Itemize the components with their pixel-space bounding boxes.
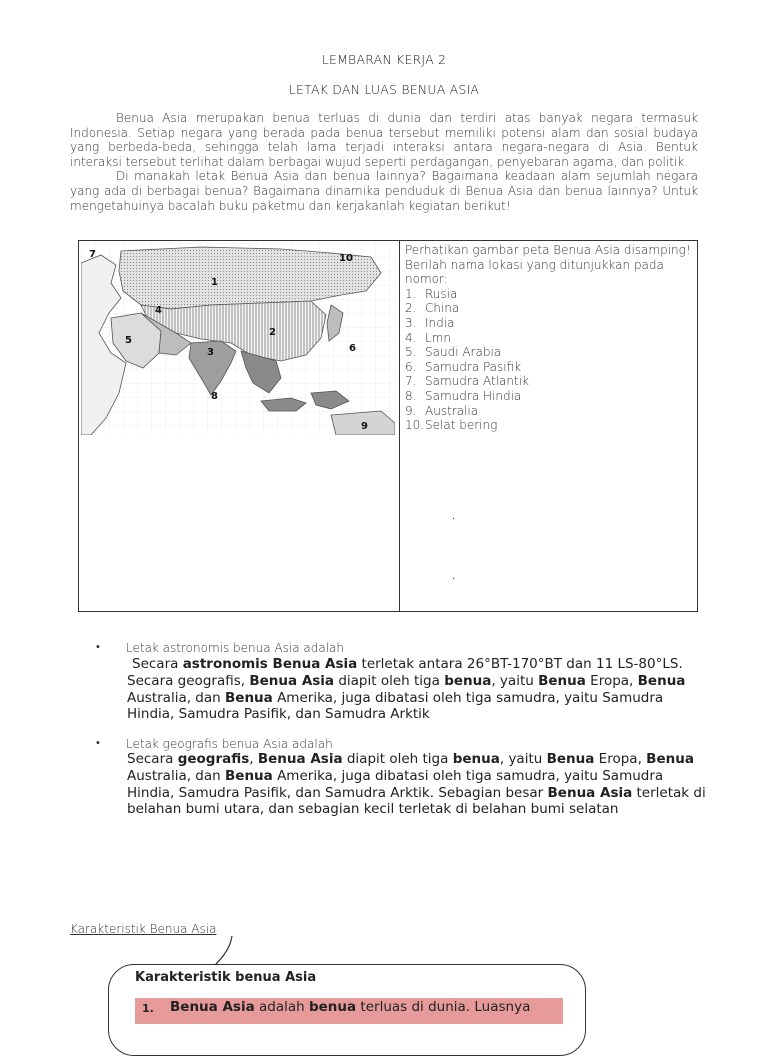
item-number: 1. <box>142 1002 154 1015</box>
answer-item: 6. Samudra Pasifik <box>405 359 522 374</box>
karakteristik-item-1 <box>135 998 563 1024</box>
answer-item: 3. India <box>405 315 455 330</box>
map-label-9: 9 <box>361 421 368 432</box>
answer-item: 10. Selat bering <box>405 418 498 433</box>
stray-dot: . <box>452 571 456 582</box>
instruction-name-locations: Berilah nama lokasi yang ditunjukkan pada nomor: <box>405 257 664 287</box>
asia-map-image <box>81 243 395 435</box>
worksheet-title: LEMBARAN KERJA 2 <box>321 52 447 67</box>
map-label-2: 2 <box>269 327 276 338</box>
asia-map <box>81 243 395 435</box>
intro-text <box>70 111 698 213</box>
item-text: Benua Asia adalah benua terluas di dunia. Luasnya <box>170 999 531 1015</box>
answer-item: 5. Saudi Arabia <box>405 345 502 360</box>
map-label-5: 5 <box>125 335 132 346</box>
bullet-icon: • <box>95 642 101 653</box>
map-label-8: 8 <box>211 391 218 402</box>
worksheet-instructions <box>405 243 693 433</box>
answer-item: 4. Lmn <box>405 330 451 345</box>
answer-item: 2. China <box>405 301 460 316</box>
map-label-1: 1 <box>211 277 218 288</box>
astronomical-label: Letak astronomis benua Asia adalah <box>126 641 344 655</box>
map-label-6: 6 <box>349 343 356 354</box>
answer-item: 7. Samudra Atlantik <box>405 374 529 389</box>
map-label-3: 3 <box>207 347 214 358</box>
map-label-10: 10 <box>339 253 353 264</box>
answer-list <box>405 287 693 433</box>
table-divider <box>399 241 400 611</box>
answer-item: 1. Rusia <box>405 286 458 301</box>
instruction-look-map: Perhatikan gambar peta Benua Asia disamping! <box>405 243 691 257</box>
map-label-7: 7 <box>89 249 96 260</box>
intro-paragraph-1: Benua Asia merupakan benua terluas di dunia dan terdiri atas banyak negara termasuk Indonesia. Setiap negara yang berada pada benua tersebut memiliki potensi alam dan sosial budaya yang berbeda-beda, sehingga telah lama terjadi interaksi antara negara-negara di Asia. Bentuk interaksi tersebut terlihat dalam berbagai wujud seperti perdagangan, penyebaran agama, dan politik. <box>70 111 698 169</box>
worksheet-subtitle: LETAK DAN LUAS BENUA ASIA <box>288 82 480 97</box>
intro-paragraph-2: Di manakah letak Benua Asia dan benua lainnya? Bagaimana keadaan alam sejumlah negara yang ada di berbagai benua? Bagaimana dinamika penduduk di Benua Asia dan benua lainnya? Untuk mengetahuinya bacalah buku paketmu dan kerjakanlah kegiatan berikut! <box>70 169 698 213</box>
karakteristik-heading: Karakteristik Benua Asia <box>70 922 217 936</box>
geographic-label: Letak geografis benua Asia adalah <box>126 737 333 751</box>
callout-title: Karakteristik benua Asia <box>135 970 317 985</box>
answer-item: 8. Samudra Hindia <box>405 388 522 403</box>
stray-dot: . <box>452 511 456 522</box>
bullet-icon: • <box>95 738 101 749</box>
geographic-paragraph: Secara geografis, Benua Asia diapit oleh tiga benua, yaitu Benua Eropa, Benua Australia, dan Benua Amerika, juga dibatasi oleh tiga samudra, yaitu Samudra Hindia, Samudra Pasifik, dan Samudra Arktik. Sebagian besar Benua Asia terletak di belahan bumi utara, dan sebagian kecil terletak di belahan bumi selatan <box>127 751 706 818</box>
map-label-4: 4 <box>155 305 162 316</box>
worksheet-table <box>78 240 698 612</box>
answer-item: 9. Australia <box>405 403 479 418</box>
astronomical-paragraph: Secara astronomis Benua Asia terletak antara 26°BT-170°BT dan 11 LS-80°LS. Secara geografis, Benua Asia diapit oleh tiga benua, yaitu Benua Eropa, Benua Australia, dan Benua Amerika, juga dibatasi oleh tiga samudra, yaitu Samudra Hindia, Samudra Pasifik, dan Samudra Arktik <box>127 656 686 723</box>
